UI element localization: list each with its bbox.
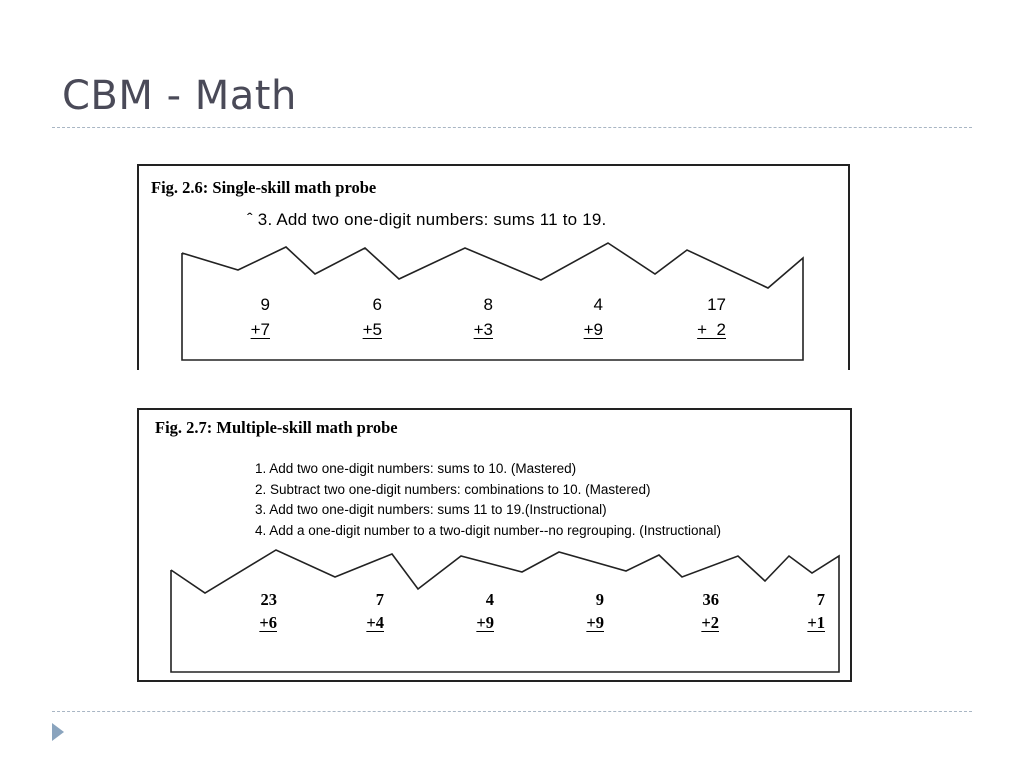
problem-top-number: 36 xyxy=(702,590,719,609)
problem-bottom-number: +9 xyxy=(476,613,494,632)
skill-list xyxy=(255,459,721,541)
figure-single-skill-probe xyxy=(137,164,850,370)
problem-bottom-number: +3 xyxy=(473,320,493,339)
problem-bottom-number: +7 xyxy=(250,320,270,339)
title-divider xyxy=(52,127,972,128)
skill-item: 3. Add two one-digit numbers: sums 11 to 19.(Instructional) xyxy=(255,502,607,517)
figure-title: Fig. 2.6: Single-skill math probe xyxy=(151,178,377,197)
math-problem xyxy=(563,291,603,341)
problem-top-number: 4 xyxy=(593,295,603,314)
math-problem xyxy=(453,291,493,341)
skill-item: 1. Add two one-digit numbers: sums to 10. (Mastered) xyxy=(255,461,577,476)
math-problem xyxy=(237,588,277,634)
math-problem xyxy=(564,588,604,634)
problem-bottom-number: +9 xyxy=(583,320,603,339)
problem-bottom-number: +9 xyxy=(586,613,604,632)
math-problem xyxy=(686,291,726,341)
skill-item: 4. Add a one-digit number to a two-digit number--no regrouping. (Instructional) xyxy=(255,522,722,538)
problem-top-number: 7 xyxy=(375,590,384,609)
problem-top-number: 8 xyxy=(483,295,493,314)
math-problem xyxy=(454,588,494,634)
figure-title: Fig. 2.7: Multiple-skill math probe xyxy=(155,418,398,437)
problem-top-number: 9 xyxy=(260,295,270,314)
math-problem xyxy=(679,588,719,634)
problem-bottom-number: +1 xyxy=(807,613,825,632)
problem-bottom-number: + 2 xyxy=(697,320,726,339)
problem-bottom-number: +6 xyxy=(259,613,277,632)
problem-top-number: 6 xyxy=(372,295,382,314)
skill-item: 2. Subtract two one-digit numbers: combinations to 10. (Mastered) xyxy=(255,481,651,497)
problem-top-number: 4 xyxy=(485,590,494,609)
problem-top-number: 23 xyxy=(260,590,277,609)
problem-bottom-number: +5 xyxy=(362,320,382,339)
math-problem xyxy=(785,588,825,634)
problem-top-number: 17 xyxy=(707,295,726,314)
problem-top-number: 7 xyxy=(816,590,825,609)
problem-bottom-number: +4 xyxy=(366,613,384,632)
footer-divider xyxy=(52,711,972,712)
math-problem xyxy=(344,588,384,634)
skill-description: ˆ 3. Add two one-digit numbers: sums 11 to 19. xyxy=(247,210,607,229)
figure-multiple-skill-probe xyxy=(137,408,852,682)
math-problem xyxy=(230,291,270,341)
slide-title: CBM - Math xyxy=(62,73,297,119)
problem-top-number: 9 xyxy=(595,590,604,609)
problem-bottom-number: +2 xyxy=(701,613,719,632)
math-problem xyxy=(342,291,382,341)
torn-paper-outline xyxy=(139,410,854,684)
next-slide-arrow-icon[interactable] xyxy=(52,723,64,741)
